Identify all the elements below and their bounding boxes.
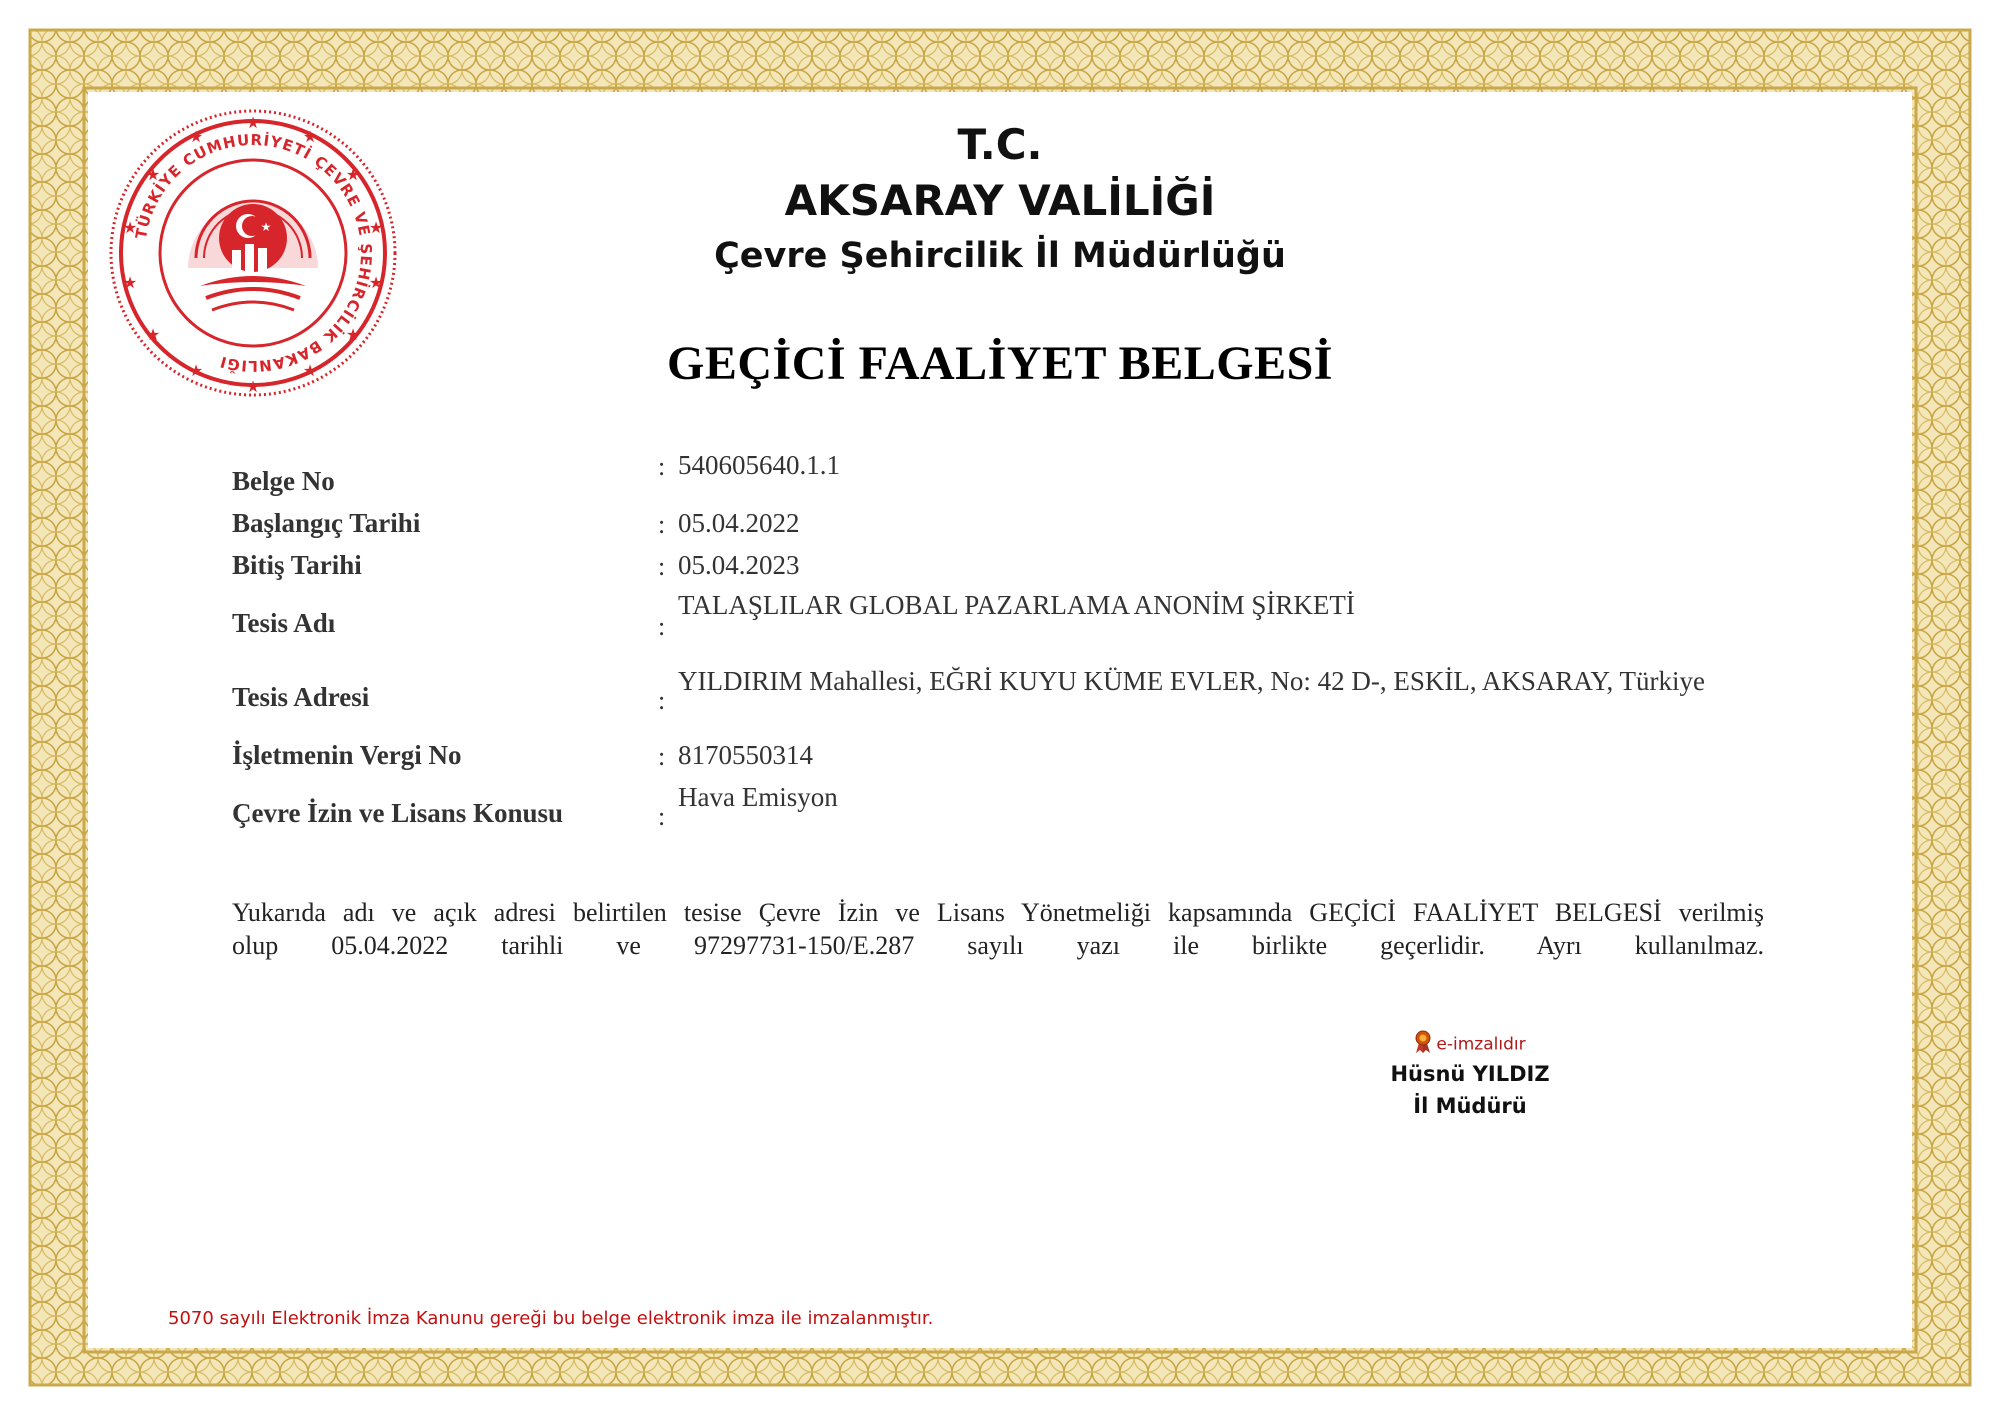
field-value-belge-no: 540605640.1.1 <box>678 450 840 480</box>
svg-text:★: ★ <box>302 129 318 146</box>
svg-text:★: ★ <box>188 363 204 380</box>
field-value-facility-name: TALAŞLILAR GLOBAL PAZARLAMA ANONİM ŞİRKETİ <box>678 590 1355 620</box>
field-label-start-date: Başlangıç Tarihi <box>232 508 421 538</box>
e-signature-label: e-imzalıdır <box>1436 1034 1526 1055</box>
field-colon: : <box>658 452 666 481</box>
header-directorate: Çevre Şehircilik İl Müdürlüğü <box>714 236 1286 276</box>
field-label-facility-address: Tesis Adresi <box>232 682 370 712</box>
header-tc: T.C. <box>957 120 1043 169</box>
field-label-license-subject: Çevre İzin ve Lisans Konusu <box>232 798 564 828</box>
field-value-tax-no: 8170550314 <box>678 740 813 770</box>
field-value-start-date: 05.04.2022 <box>678 508 800 538</box>
field-colon: : <box>658 742 666 771</box>
body-line-2: olup 05.04.2022 tarihli ve 97297731-150/E.287 sayılı yazı ile birlikte geçerlidir. Ayrı kullanılmaz. <box>232 931 1764 960</box>
field-label-end-date: Bitiş Tarihi <box>232 550 362 580</box>
svg-text:★: ★ <box>368 275 384 292</box>
svg-text:★: ★ <box>345 327 361 344</box>
signatory-name: Hüsnü YILDIZ <box>1390 1062 1550 1086</box>
svg-text:★: ★ <box>145 167 161 184</box>
field-value-license-subject: Hava Emisyon <box>678 782 838 812</box>
svg-text:★: ★ <box>122 220 138 237</box>
field-colon: : <box>658 612 666 641</box>
svg-text:★: ★ <box>368 220 384 237</box>
e-signature-badge <box>1360 1030 1580 1059</box>
svg-text:★: ★ <box>260 220 272 234</box>
signatory-title: İl Müdürü <box>1413 1094 1527 1118</box>
field-label-tax-no: İşletmenin Vergi No <box>232 740 462 770</box>
field-value-end-date: 05.04.2023 <box>678 550 800 580</box>
header-governorship: AKSARAY VALİLİĞİ <box>784 176 1216 225</box>
document-title: GEÇİCİ FAALİYET BELGESİ <box>667 337 1333 390</box>
field-colon: : <box>658 510 666 539</box>
svg-text:★: ★ <box>122 275 138 292</box>
body-paragraph <box>232 896 1764 962</box>
field-label-belge-no: Belge No <box>232 466 335 496</box>
field-colon: : <box>658 686 666 715</box>
field-label-facility-name: Tesis Adı <box>232 608 336 638</box>
svg-text:★: ★ <box>302 363 318 380</box>
footer-legal-note: 5070 sayılı Elektronik İmza Kanunu gereği bu belge elektronik imza ile imzalanmıştır. <box>168 1308 934 1329</box>
svg-text:★: ★ <box>145 327 161 344</box>
field-value-facility-address: YILDIRIM Mahallesi, EĞRİ KUYU KÜME EVLER, No: 42 D-, ESKİL, AKSARAY, Türkiye <box>678 666 1705 696</box>
svg-text:★: ★ <box>245 379 261 396</box>
svg-text:★: ★ <box>188 129 204 146</box>
body-line-1: Yukarıda adı ve açık adresi belirtilen tesise Çevre İzin ve Lisans Yönetmeliği kapsamında GEÇİCİ FAALİYET BELGESİ verilmiş <box>232 898 1764 927</box>
field-colon: : <box>658 802 666 831</box>
svg-text:★: ★ <box>245 115 261 132</box>
ribbon-award-icon <box>1414 1030 1432 1059</box>
field-colon: : <box>658 552 666 581</box>
svg-text:★: ★ <box>345 167 361 184</box>
svg-text:TÜRKİYE CUMHURİYETİ ÇEVRE VE Ş: TÜRKİYE CUMHURİYETİ ÇEVRE VE ŞEHİRCİLİK BAKANLIĞI <box>131 130 376 376</box>
